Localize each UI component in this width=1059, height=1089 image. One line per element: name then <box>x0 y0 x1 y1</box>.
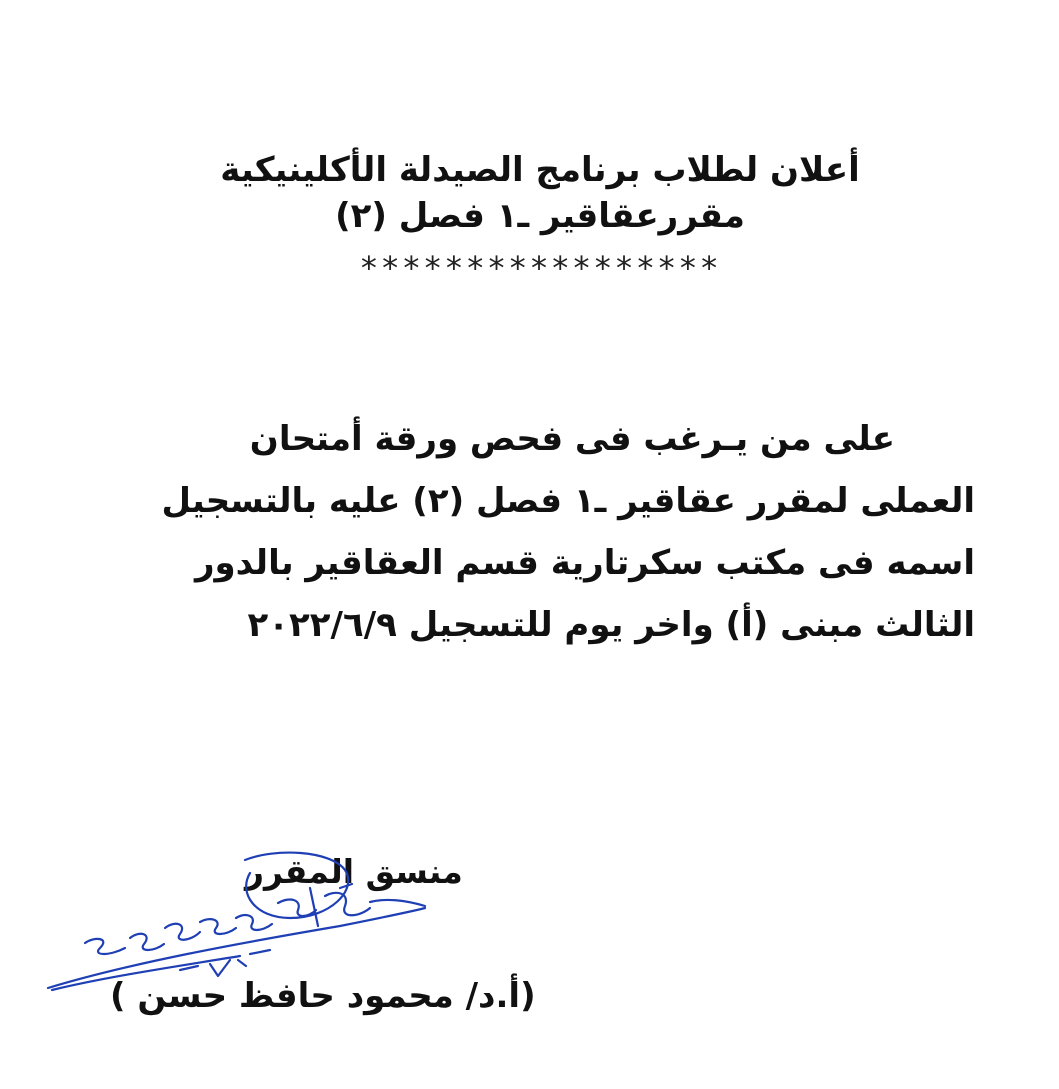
course-title: مقررعقاقير ـ١ فصل (٢) <box>335 196 745 236</box>
asterisk-separator: ***************** <box>359 249 721 287</box>
body-line-3: اسمه فى مكتب سكرتارية قسم العقاقير بالدور <box>194 543 975 583</box>
announcement-body <box>100 408 975 656</box>
announcement-header <box>150 150 930 288</box>
body-line-1: على من يـرغب فى فحص ورقة أمتحان <box>249 419 895 459</box>
body-line-2: العملى لمقرر عقاقير ـ١ فصل (٢) عليه بالتسجيل <box>161 481 975 521</box>
coordinator-role: منسق المقرر <box>245 852 463 891</box>
announcement-title: أعلان لطلاب برنامج الصيدلة الأكلينيكية <box>220 150 860 190</box>
body-line-4: الثالث مبنى (أ) واخر يوم للتسجيل ٢٠٢٢/٦/٩ <box>247 605 975 645</box>
signature-block <box>40 848 580 1048</box>
coordinator-name: (أ.د/ محمود حافظ حسن ) <box>110 976 536 1016</box>
